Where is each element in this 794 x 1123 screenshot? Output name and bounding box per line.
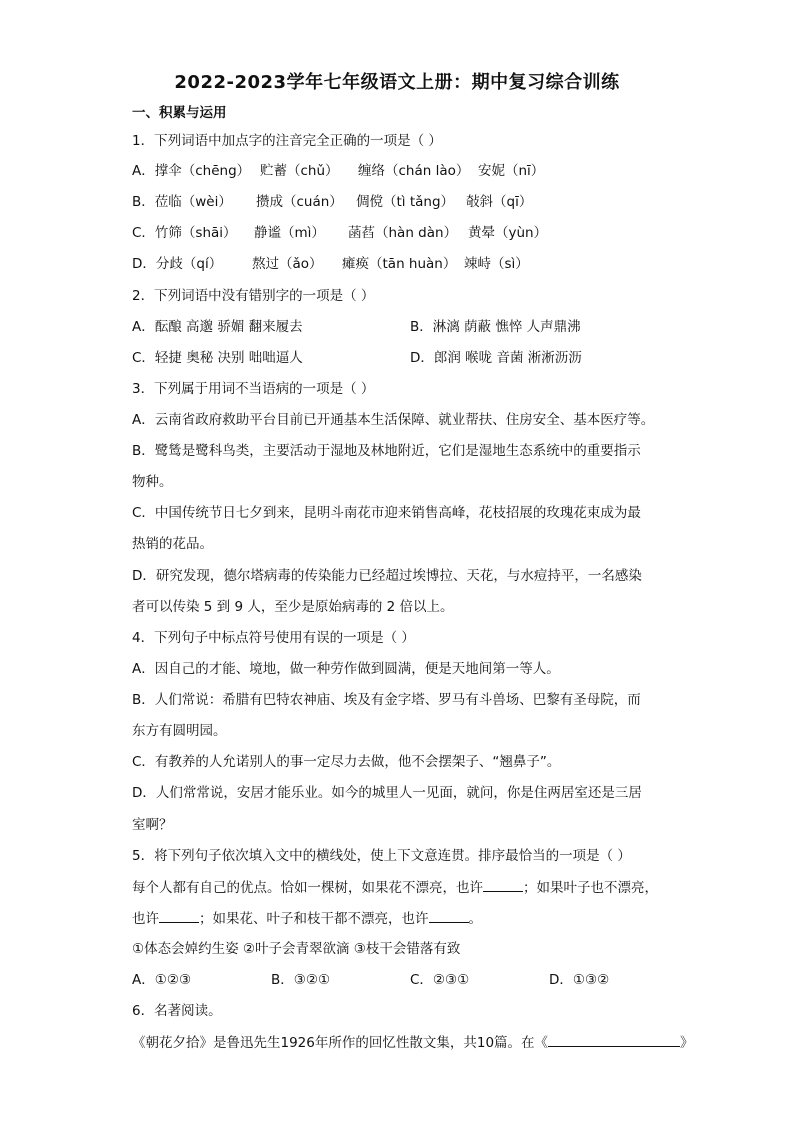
option-item: C．②③① xyxy=(410,972,470,988)
question-5-sentences: ①体态会婥约生姿 ②叶子会青翠欲滴 ③枝干会错落有致 xyxy=(132,941,461,957)
section-heading: 一、积累与运用 xyxy=(132,105,227,121)
option-item: 贮蓄（chǔ） xyxy=(260,163,339,179)
option-item: B．③②① xyxy=(271,972,331,988)
option-item: B．莅临（wèi） xyxy=(132,194,232,210)
question-5-stem: 5．将下列句子依次填入文中的横线处，使上下文意连贯。排序最恰当的一项是（ ） xyxy=(132,848,631,864)
question-6-text xyxy=(132,1032,694,1053)
answer-blank xyxy=(548,1032,680,1047)
question-3-stem: 3．下列属于用词不当语病的一项是（ ） xyxy=(132,381,375,397)
option-item: 缠络（chán lào） xyxy=(358,163,470,179)
passage-text: 《朝花夕拾》是鲁迅先生1926年所作的回忆性散文集，共10篇。在《 xyxy=(132,1035,549,1051)
question-4-option-a: A．因自己的才能、境地，做一种劳作做到圆满，便是天地间第一等人。 xyxy=(132,661,560,677)
passage-text: 》 xyxy=(680,1035,694,1051)
question-4-option-b-cont: 东方有圆明园。 xyxy=(132,723,227,739)
option-item: A．①②③ xyxy=(132,972,192,988)
option-item: 菡萏（hàn dàn） xyxy=(348,225,458,241)
answer-blank xyxy=(483,877,523,892)
passage-text: 。 xyxy=(468,911,482,927)
question-2-stem: 2．下列词语中没有错别字的一项是（ ） xyxy=(132,288,375,304)
question-3-option-c-cont: 热销的花品。 xyxy=(132,536,213,552)
question-3-option-c: C．中国传统节日七夕到来，昆明斗南花市迎来销售高峰，花枝招展的玫瑰花束成为最 xyxy=(132,505,641,521)
question-3-option-d: D．研究发现，德尔塔病毒的传染能力已经超过埃博拉、天花，与水痘持平，一名感染 xyxy=(132,568,642,584)
option-item: C．轻捷 奥秘 决别 咄咄逼人 xyxy=(132,350,303,366)
question-4-option-d-cont: 室啊？ xyxy=(132,817,173,833)
passage-text: ；如果叶子也不漂亮， xyxy=(523,880,658,896)
option-item: 黄晕（yùn） xyxy=(468,225,548,241)
option-item: 静谧（mì） xyxy=(254,225,325,241)
passage-text: 每个人都有自己的优点。恰如一棵树，如果花不漂亮，也许 xyxy=(132,880,483,896)
option-item: A．撑伞（chēng） xyxy=(132,163,251,179)
answer-blank xyxy=(429,908,469,923)
question-5-passage-line-1 xyxy=(132,877,658,898)
option-item: 倜傥（tì tǎng） xyxy=(356,194,455,210)
option-item: 敧斜（qī） xyxy=(466,194,533,210)
option-item: 竦峙（sì） xyxy=(464,256,529,272)
passage-text: ；如果花、叶子和枝干都不漂亮，也许 xyxy=(199,911,429,927)
option-item: D．分歧（qí） xyxy=(132,256,223,272)
question-3-option-b-cont: 物种。 xyxy=(132,474,173,490)
option-item: 攒成（cuán） xyxy=(256,194,343,210)
answer-blank xyxy=(159,908,199,923)
option-item: C．竹筛（shāi） xyxy=(132,225,237,241)
option-item: A．酝酿 高邈 骄媚 翻来履去 xyxy=(132,319,303,335)
passage-text: 也许 xyxy=(132,911,159,927)
page-title: 2022-2023学年七年级语文上册：期中复习综合训练 xyxy=(174,72,620,93)
question-3-option-b: B．鹭鸶是鹭科鸟类，主要活动于湿地及林地附近，它们是湿地生态系统中的重要指示 xyxy=(132,443,641,459)
option-item: 安妮（nī） xyxy=(478,163,545,179)
question-4-stem: 4．下列句子中标点符号使用有误的一项是（ ） xyxy=(132,630,415,646)
option-item: D．①③② xyxy=(549,972,610,988)
option-item: 熬过（ǎo） xyxy=(252,256,323,272)
question-4-option-c: C．有教养的人允诺别人的事一定尽力去做，他不会摆架子、“翘鼻子”。 xyxy=(132,754,561,770)
option-item: 瘫痪（tān huàn） xyxy=(342,256,457,272)
question-3-option-d-cont: 者可以传染 5 到 9 人，至少是原始病毒的 2 倍以上。 xyxy=(132,599,454,615)
question-5-passage-line-2 xyxy=(132,908,482,929)
question-1-stem: 1．下列词语中加点字的注音完全正确的一项是（ ） xyxy=(132,133,442,149)
question-6-stem: 6．名著阅读。 xyxy=(132,1003,222,1019)
question-3-option-a: A．云南省政府救助平台目前已开通基本生活保障、就业帮扶、住房安全、基本医疗等。 xyxy=(132,412,655,428)
option-item: B．淋漓 荫蔽 憔悴 人声鼎沸 xyxy=(410,319,581,335)
option-item: D．郎润 喉咙 音菌 淅淅沥沥 xyxy=(410,350,582,366)
question-4-option-b: B．人们常说：希腊有巴特农神庙、埃及有金字塔、罗马有斗兽场、巴黎有圣母院，而 xyxy=(132,692,641,708)
question-4-option-d: D．人们常常说，安居才能乐业。如今的城里人一见面，就问，你是住两居室还是三居 xyxy=(132,785,642,801)
